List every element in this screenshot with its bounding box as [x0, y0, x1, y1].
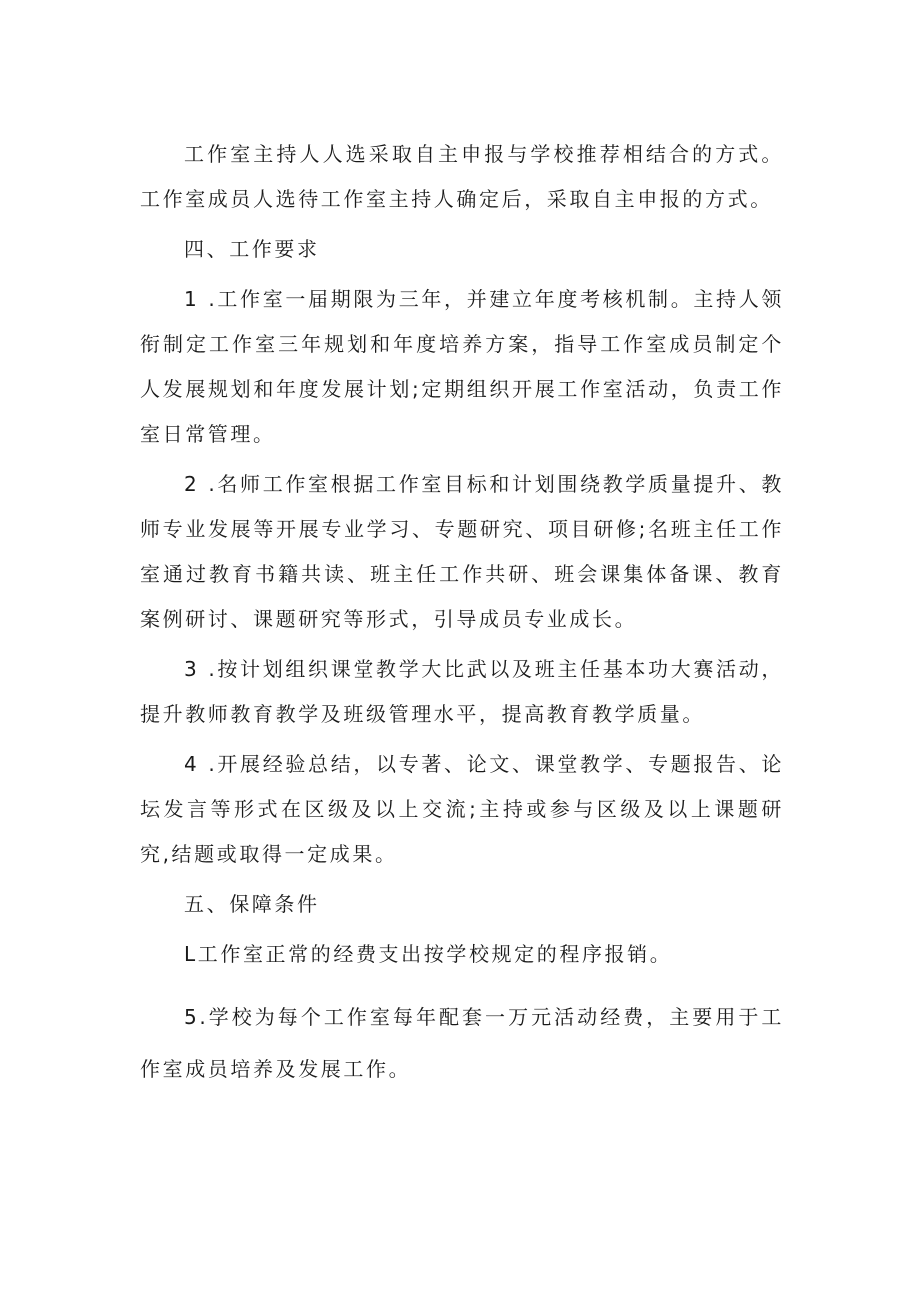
heading-support-conditions: 五、保障条件	[184, 892, 320, 916]
paragraph-condition-1: L工作室正常的经费支出按学校规定的程序报销。	[184, 942, 673, 966]
heading-work-requirements: 四、工作要求	[184, 237, 320, 261]
paragraph-condition-5: 5.学校为每个工作室每年配套一万元活动经费，主要用于工作室成员培养及发展工作。	[140, 1005, 784, 1081]
paragraph-selection-method: 工作室主持人人选采取自主申报与学校推荐相结合的方式。工作室成员人选待工作室主持人确定后，采取自主申报的方式。	[140, 142, 784, 211]
paragraph-requirement-1: 1 .工作室一届期限为三年，并建立年度考核机制。主持人领衔制定工作室三年规划和年度培养方案，指导工作室成员制定个人发展规划和年度发展计划;定期组织开展工作室活动，负责工作室日常管理。	[140, 287, 784, 446]
paragraph-requirement-2: 2 .名师工作室根据工作室目标和计划围绕教学质量提升、教师专业发展等开展专业学习、专题研究、项目研修;名班主任工作室通过教育书籍共读、班主任工作共研、班会课集体备课、教育案例研讨、课题研究等形式，引导成员专业成长。	[140, 472, 784, 631]
paragraph-requirement-4: 4 .开展经验总结，以专著、论文、课堂教学、专题报告、论坛发言等形式在区级及以上交流;主持或参与区级及以上课题研究,结题或取得一定成果。	[140, 752, 784, 866]
paragraph-requirement-3: 3 .按计划组织课堂教学大比武以及班主任基本功大赛活动，提升教师教育教学及班级管理水平，提高教育教学质量。	[140, 657, 784, 726]
document-page	[140, 132, 784, 1095]
